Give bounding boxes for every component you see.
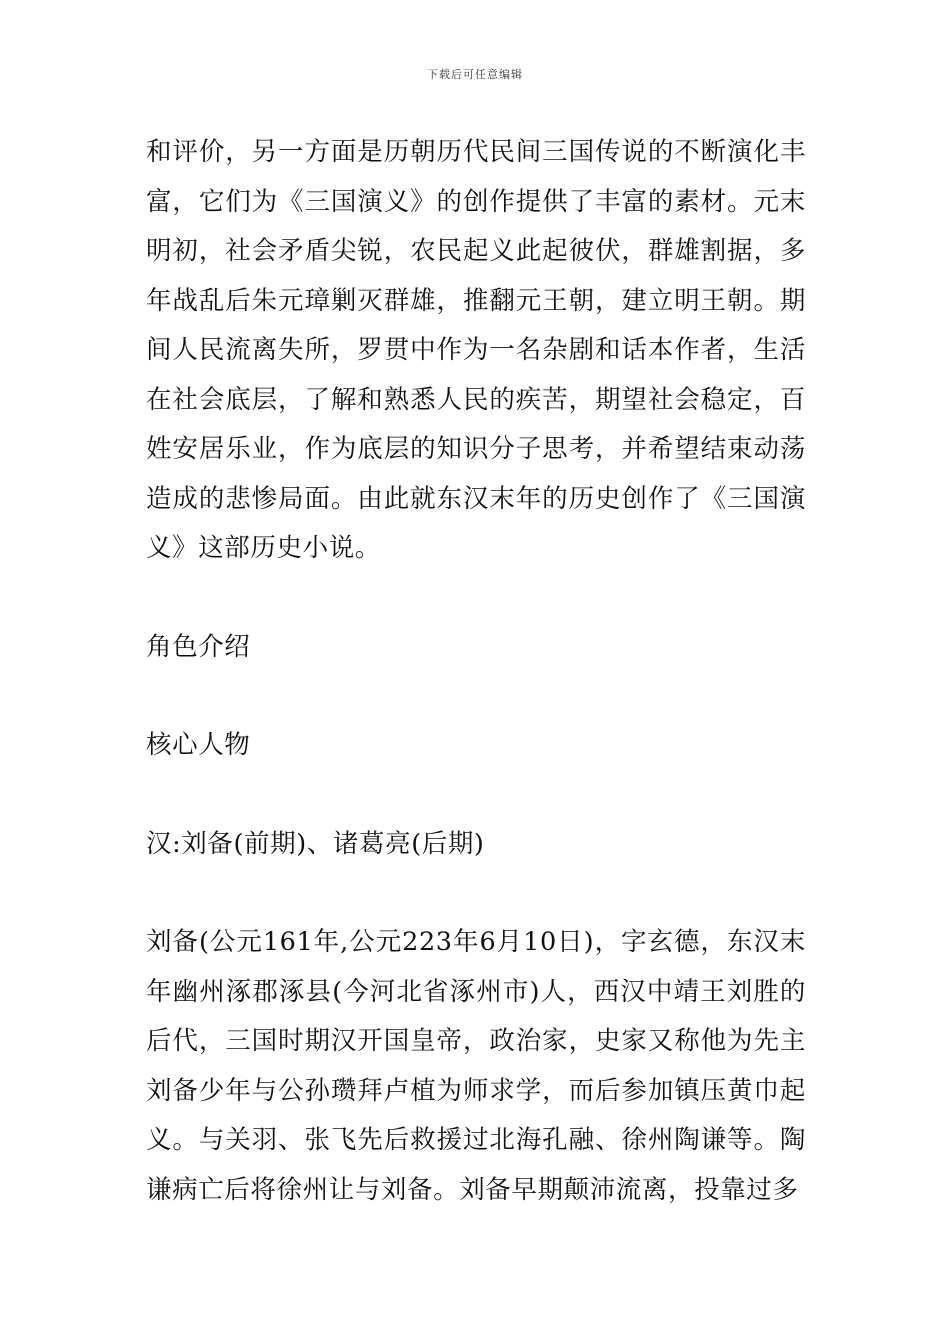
paragraph-background: 和评价，另一方面是历朝历代民间三国传说的不断演化丰富，它们为《三国演义》的创作提供了丰富的素材。元末明初，社会矛盾尖锐，农民起义此起彼伏，群雄割据，多年战乱后朱元璋剿灭群雄，推翻元王朝，建立明王朝。期间人民流离失所，罗贯中作为一名杂剧和话本作者，生活在社会底层，了解和熟悉人民的疾苦，期望社会稳定，百姓安居乐业，作为底层的知识分子思考，并希望结束动荡造成的悲惨局面。由此就东汉末年的历史创作了《三国演义》这部历史小说。	[146, 137, 806, 563]
body-content	[146, 128, 806, 1215]
heading-core-characters: 核心人物	[146, 730, 251, 760]
header-note: 下载后可任意编辑	[427, 68, 523, 81]
heading-character-intro: 角色介绍	[146, 631, 251, 662]
line-han-leaders: 汉:刘备(前期)、诸葛亮(后期)	[146, 828, 485, 859]
paragraph-liu-bei: 刘备(公元161年,公元223年6月10日)，字玄德，东汉末年幽州涿郡涿县(今河北省涿州市)人，西汉中靖王刘胜的后代，三国时期汉开国皇帝，政治家，史家又称他为先主刘备少年与公孙瓒拜卢植为师求学，而后参加镇压黄巾起义。与关羽、张飞先后救援过北海孔融、徐州陶谦等。陶谦病亡后将徐州让与刘备。刘备早期颠沛流离，投靠过多	[146, 927, 806, 1205]
